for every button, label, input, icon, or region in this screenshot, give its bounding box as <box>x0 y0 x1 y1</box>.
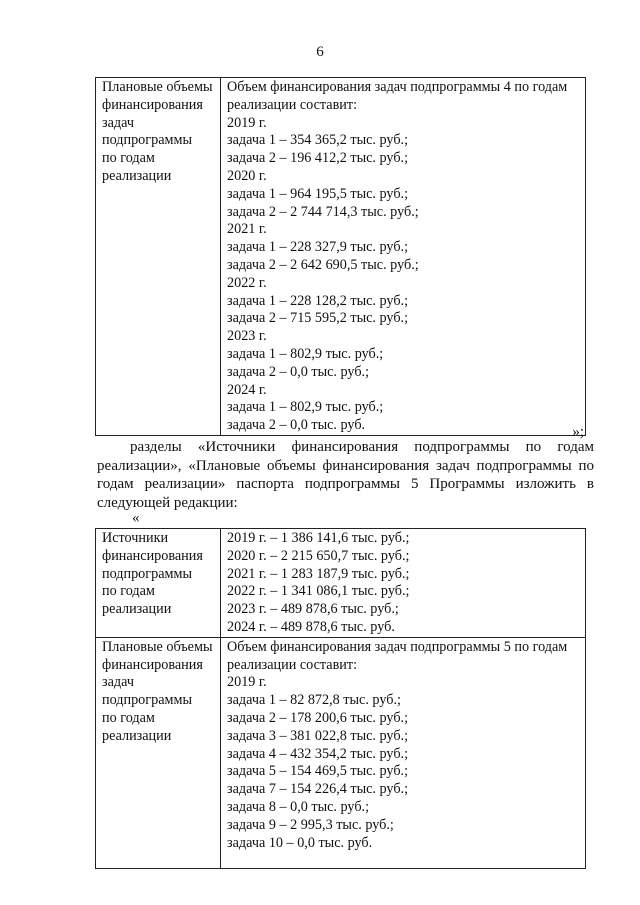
text-line: подпрограммы <box>102 692 192 709</box>
text-line: задача 1 – 228 128,2 тыс. руб.; <box>227 292 409 309</box>
text-line: по годам <box>102 709 155 726</box>
row-value-cell <box>221 637 586 869</box>
text-line: 2020 г. <box>227 167 267 184</box>
text-line: по годам <box>102 583 155 600</box>
amendment-paragraph <box>97 438 594 512</box>
text-line: задача 1 – 228 327,9 тыс. руб.; <box>227 239 409 256</box>
text-line: 2019 г. <box>227 114 267 131</box>
closing-quote: »; <box>572 424 584 440</box>
text-line: подпрограммы <box>102 565 192 582</box>
text-line: задача 8 – 0,0 тыс. руб.; <box>227 798 370 815</box>
text-line: задача 1 – 354 365,2 тыс. руб.; <box>227 132 409 149</box>
page-number: 6 <box>316 44 324 60</box>
opening-quote: « <box>132 510 140 526</box>
text-line: подпрограммы <box>102 132 192 149</box>
amendment-text: разделы «Источники финансирования подпрограммы по годам реализации», «Плановые объемы финансирования задач подпрограммы по годам реализации» паспорта подпрограммы 5 Программы изложить в следующей редакции: <box>97 439 594 511</box>
text-line: Объем финансирования задач подпрограммы 5 по годам <box>227 638 568 655</box>
text-line: 2024 г. – 489 878,6 тыс. руб. <box>227 618 395 635</box>
table-row <box>96 78 586 436</box>
text-line: задача 9 – 2 995,3 тыс. руб.; <box>227 816 394 833</box>
row-value-cell <box>221 78 586 436</box>
text-line: реализации <box>102 727 172 744</box>
text-line: 2024 г. <box>227 381 267 398</box>
text-line: задача 4 – 432 354,2 тыс. руб.; <box>227 745 409 762</box>
text-line: задача 2 – 178 200,6 тыс. руб.; <box>227 709 409 726</box>
row-value-cell <box>221 529 586 638</box>
table-row <box>96 529 586 638</box>
text-line: задача 3 – 381 022,8 тыс. руб.; <box>227 727 409 744</box>
text-line: 2022 г. <box>227 274 267 291</box>
text-line: реализации <box>102 167 172 184</box>
text-line: задач <box>102 674 134 691</box>
passport-table-subprogram-4 <box>95 77 586 436</box>
table-row <box>96 637 586 869</box>
passport-table-subprogram-5 <box>95 528 586 869</box>
text-line: Плановые объемы <box>102 638 213 655</box>
text-line: задача 1 – 802,9 тыс. руб.; <box>227 399 384 416</box>
text-line: 2019 г. <box>227 674 267 691</box>
label-lines <box>102 530 216 619</box>
text-line: задача 2 – 0,0 тыс. руб. <box>227 417 366 434</box>
text-line: Плановые объемы <box>102 79 213 95</box>
text-line: реализации <box>102 601 172 618</box>
text-line: задач <box>102 114 134 131</box>
text-line: 2022 г. – 1 341 086,1 тыс. руб.; <box>227 583 410 600</box>
text-line: реализации составит: <box>227 96 358 113</box>
text-line: задача 2 – 0,0 тыс. руб.; <box>227 363 370 380</box>
text-line: задача 1 – 82 872,8 тыс. руб.; <box>227 692 401 709</box>
text-line: реализации составит: <box>227 656 358 673</box>
text-line: 2019 г. – 1 386 141,6 тыс. руб.; <box>227 530 410 546</box>
text-line: задача 5 – 154 469,5 тыс. руб.; <box>227 763 409 780</box>
row-label-cell <box>96 637 221 869</box>
text-line: 2023 г. <box>227 328 267 345</box>
row-label-cell <box>96 529 221 638</box>
blank-space <box>227 852 581 868</box>
text-line: задача 1 – 964 195,5 тыс. руб.; <box>227 185 409 202</box>
label-lines <box>102 639 216 746</box>
text-line: Источники <box>102 530 169 546</box>
text-line: финансирования <box>102 96 203 113</box>
text-line: финансирования <box>102 547 203 564</box>
text-line: задача 2 – 2 744 714,3 тыс. руб.; <box>227 203 419 220</box>
text-line: задача 2 – 196 412,2 тыс. руб.; <box>227 150 409 167</box>
value-lines <box>227 530 581 637</box>
text-line: задача 10 – 0,0 тыс. руб. <box>227 834 373 851</box>
text-line: задача 1 – 802,9 тыс. руб.; <box>227 345 384 362</box>
text-line: задача 2 – 2 642 690,5 тыс. руб.; <box>227 256 419 273</box>
text-line: задача 2 – 715 595,2 тыс. руб.; <box>227 310 409 327</box>
text-line: задача 7 – 154 226,4 тыс. руб.; <box>227 781 409 798</box>
value-lines <box>227 639 581 853</box>
value-lines <box>227 79 581 435</box>
text-line: 2023 г. – 489 878,6 тыс. руб.; <box>227 601 399 618</box>
text-line: 2020 г. – 2 215 650,7 тыс. руб.; <box>227 547 410 564</box>
text-line: 2021 г. – 1 283 187,9 тыс. руб.; <box>227 565 410 582</box>
text-line: по годам <box>102 150 155 167</box>
text-line: 2021 г. <box>227 221 267 238</box>
text-line: Объем финансирования задач подпрограммы 4 по годам <box>227 79 568 95</box>
text-line: финансирования <box>102 656 203 673</box>
row-label-cell <box>96 78 221 436</box>
label-lines <box>102 79 216 186</box>
